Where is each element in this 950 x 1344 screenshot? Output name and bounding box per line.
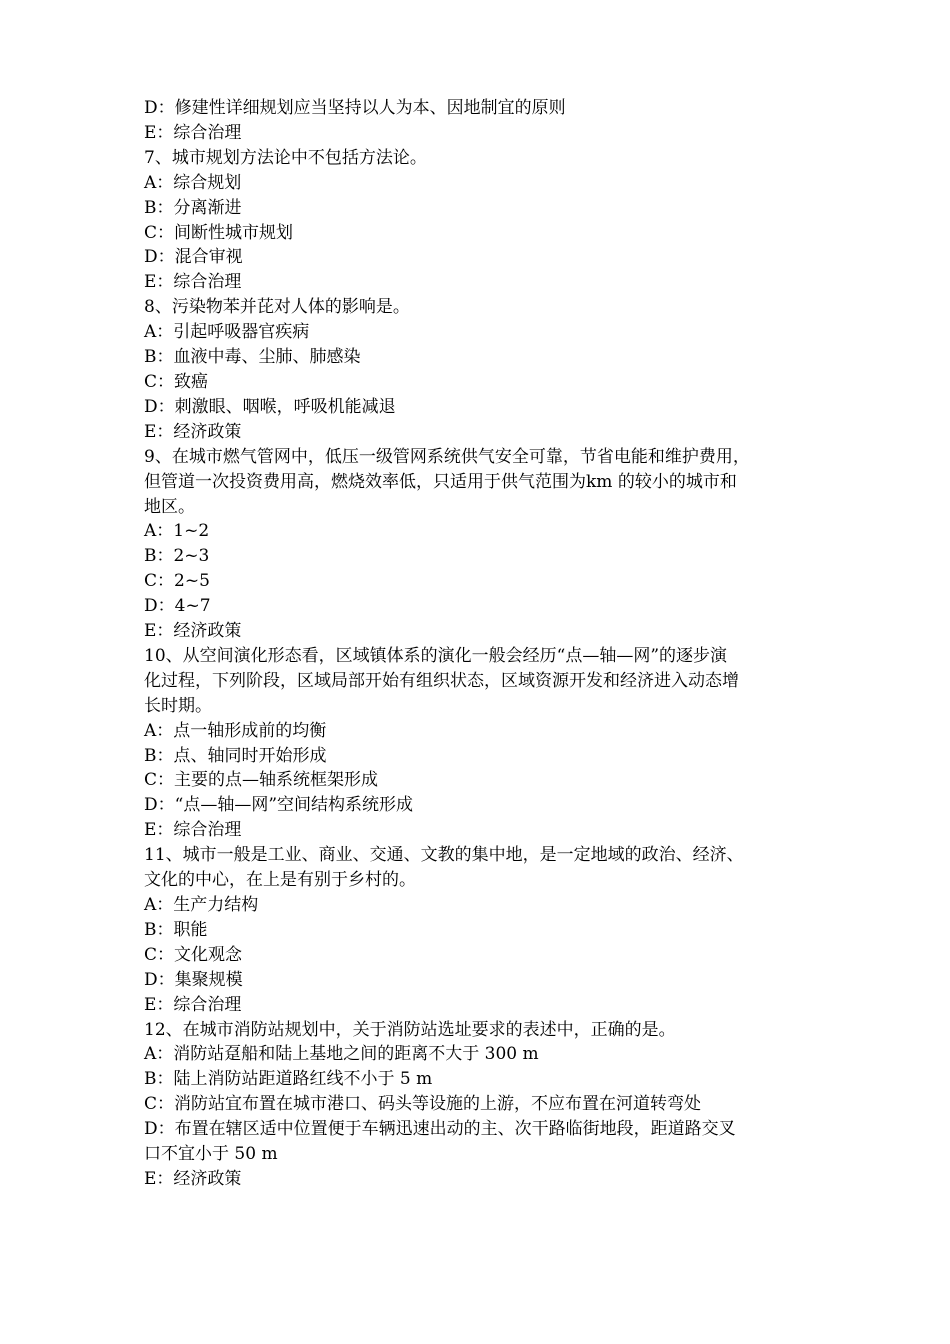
option-d-leading: D：修建性详细规划应当坚持以人为本、因地制宜的原则 — [144, 98, 566, 118]
question-11-stem-line: 文化的中心，在上是有别于乡村的。 — [144, 870, 416, 891]
question-10-stem-line: 10、从空间演化形态看，区域镇体系的演化一般会经历“点—轴—网”的逐步演 — [144, 645, 728, 666]
question-10-option-c: C：主要的点—轴系统框架形成 — [144, 770, 379, 791]
question-7-option-d: D：混合审视 — [144, 247, 243, 268]
question-11-option-d: D：集聚规模 — [144, 969, 243, 990]
question-9-stem-line: 地区。 — [144, 496, 195, 517]
question-9-stem-line: 但管道一次投资费用高，燃烧效率低，只适用于供气范围为km 的较小的城市和 — [144, 471, 737, 492]
question-10-option-b: B：点、轴同时开始形成 — [144, 745, 327, 766]
question-10-option-d: D：“点—轴—网”空间结构系统形成 — [144, 795, 414, 816]
question-11-option-a: A：生产力结构 — [144, 895, 259, 915]
question-8-option-a: A：引起呼吸器官疾病 — [144, 322, 310, 343]
question-10-option-a: A：点一轴形成前的均衡 — [144, 720, 327, 741]
question-7-option-e: E：综合治理 — [144, 272, 242, 293]
question-8-option-d: D：刺激眼、咽喉，呼吸机能减退 — [144, 396, 396, 417]
question-11-option-c: C：文化观念 — [144, 944, 243, 965]
question-7-option-b: B：分离渐进 — [144, 197, 242, 218]
question-9-option-b: B：2~3 — [144, 546, 210, 567]
question-12-stem: 12、在城市消防站规划中，关于消防站选址要求的表述中，正确的是。 — [144, 1019, 676, 1040]
question-10-option-e: E：综合治理 — [144, 820, 242, 841]
question-11-option-e: E：综合治理 — [144, 994, 242, 1015]
question-9-option-c: C：2~5 — [144, 571, 210, 592]
document-page — [144, 96, 824, 1192]
question-8-option-c: C：致癌 — [144, 371, 209, 392]
question-7-option-a: A：综合规划 — [144, 172, 242, 193]
question-12-option-e: E：经济政策 — [144, 1168, 242, 1189]
question-10-stem-line: 长时期。 — [144, 695, 212, 716]
question-8-stem: 8、污染物苯并芘对人体的影响是。 — [144, 297, 410, 318]
question-9-option-a: A：1~2 — [144, 521, 210, 542]
question-12-option-d-line: D：布置在辖区适中位置便于车辆迅速出动的主、次干路临街地段，距道路交叉 — [144, 1119, 736, 1140]
question-12-option-d-line: 口不宜小于 50 m — [144, 1144, 278, 1165]
question-9-stem-line: 9、在城市燃气管网中，低压一级管网系统供气安全可靠，节省电能和维护费用， — [144, 446, 750, 467]
question-11-stem-line: 11、城市一般是工业、商业、交通、文教的集中地，是一定地域的政治、经济、 — [144, 845, 744, 866]
question-10-stem-line: 化过程，下列阶段，区域局部开始有组织状态，区域资源开发和经济进入动态增 — [144, 670, 739, 691]
question-9-option-e: E：经济政策 — [144, 621, 242, 642]
question-8-option-b: B：血液中毒、尘肺、肺感染 — [144, 347, 361, 368]
question-12-option-a: A：消防站趸船和陆上基地之间的距离不大于 300 m — [144, 1044, 539, 1065]
option-e-leading: E：综合治理 — [144, 122, 242, 143]
question-12-option-c: C：消防站宜布置在城市港口、码头等设施的上游，不应布置在河道转弯处 — [144, 1094, 702, 1115]
question-8-option-e: E：经济政策 — [144, 421, 242, 442]
question-7-option-c: C：间断性城市规划 — [144, 222, 294, 243]
question-7-stem: 7、城市规划方法论中不包括方法论。 — [144, 147, 427, 168]
question-12-option-b: B：陆上消防站距道路红线不小于 5 m — [144, 1069, 433, 1090]
question-9-option-d: D：4~7 — [144, 596, 211, 617]
question-11-option-b: B：职能 — [144, 919, 208, 940]
